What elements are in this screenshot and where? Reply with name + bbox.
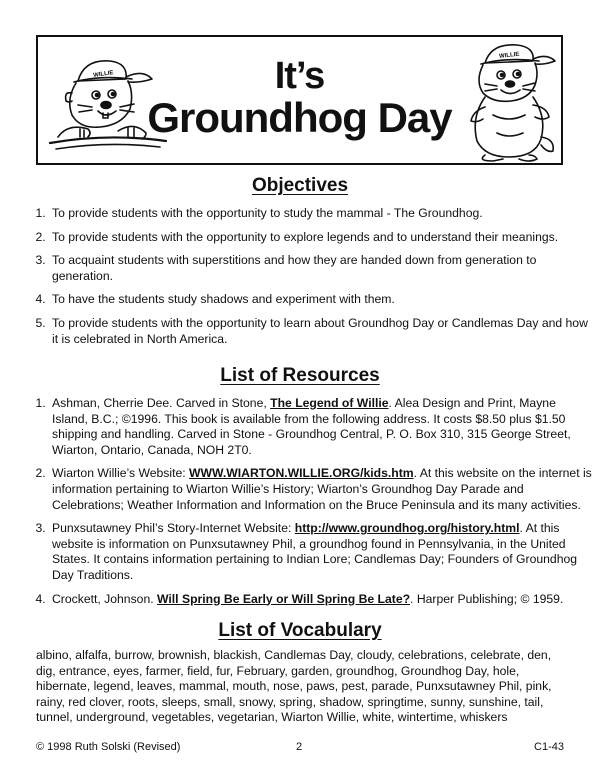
page-title-line1: It’s — [274, 55, 325, 97]
resource-text: Punxsutawney Phil’s Story-Internet Website: — [52, 521, 295, 536]
resources-heading: List of Resources — [220, 365, 380, 386]
objective-item: 2. To provide students with the opportunity to explore legends and to understand their meanings. — [49, 230, 594, 246]
objective-item: 1. To provide students with the opportunity to study the mammal - The Groundhog. — [49, 206, 594, 222]
resource-link[interactable]: http://www.groundhog.org/history.html — [294, 521, 520, 536]
resource-text: Ashman, Cherrie Dee. Carved in Stone, — [52, 396, 271, 410]
resource-title: The Legend of Willie — [270, 396, 389, 410]
objective-item: 3. To acquaint students with superstitions and how they are handed down from generation to generation. — [49, 253, 594, 284]
resource-item — [49, 466, 594, 513]
objective-item: 5. To provide students with the opportunity to learn about Groundhog Day or Candlemas Day and how it is celebrated in North America. — [49, 316, 594, 347]
groundhog-standing-illustration — [463, 41, 559, 163]
resources-list — [21, 396, 594, 615]
hat-label-right: WILLIE — [498, 51, 520, 60]
resource-text: . Alea Design and Print, Mayne Island, B.C.; ©1996. This book is available from the following address. It costs $8.50 plus $1.50 shipping and handling. Carved in Stone - Groundhog Central, P. O. Box 310, 315 George Street, Wiarton, Ontario, Canada, NOH 2T0. — [52, 396, 571, 457]
objective-item: 4. To have the students study shadows and experiment with them. — [49, 292, 594, 308]
page-title-line2: Groundhog Day — [147, 94, 452, 141]
objectives-list — [21, 206, 594, 355]
resource-text: . At this website is information on Punxsutawney Phil, a groundhog found in Pennsylvania, in the United States. It contains information pertaining to Indian Lore; Candlemas Day; Founders of Groundhog Day Traditions. — [52, 521, 578, 582]
vocabulary-heading: List of Vocabulary — [218, 620, 382, 641]
resource-item — [49, 396, 594, 458]
footer-page-number: 2 — [296, 741, 303, 753]
vocabulary-text: albino, alfalfa, burrow, brownish, blackish, Candlemas Day, cloudy, celebrations, celebrate, den, dig, entrance, eyes, farmer, field, fur, February, garden, groundhog, Groundhog Day, hole, hibernate, legend, leaves, mammal, mouth, nose, paws, pest, parade, Punxsutawney Phil, pink, rainy, red clover, roots, sleeps, small, snowy, spring, shadow, springtime, sunny, sunshine, tail, tunnel, underground, vegetables, vegetarian, Wiarton Willie, white, wintertime, whiskers — [36, 648, 552, 725]
hat-label: WILLIE — [92, 70, 114, 79]
resource-text: . Harper Publishing; © 1959. — [410, 591, 564, 606]
resource-text: Wiarton Willie’s Website: — [52, 466, 190, 481]
objectives-heading: Objectives — [251, 175, 349, 196]
resource-item — [49, 592, 594, 608]
footer-copyright: © 1998 Ruth Solski (Revised) — [36, 741, 181, 753]
footer-code: C1-43 — [534, 741, 564, 753]
title-banner — [36, 35, 563, 165]
resource-link[interactable]: WWW.WIARTON.WILLIE.ORG/kids.htm — [189, 466, 414, 481]
resource-title: Will Spring Be Early or Will Spring Be Late? — [157, 591, 411, 606]
resource-item — [49, 521, 594, 583]
resource-text: . At this website on the internet is information pertaining to Wiarton Willie’s History; Wiarton’s Groundhog Day Parade and Celebrations; Weather Information and Information on the Bruce Peninsula and its many activities. — [52, 466, 592, 512]
resource-text: Crockett, Johnson. — [52, 591, 157, 606]
